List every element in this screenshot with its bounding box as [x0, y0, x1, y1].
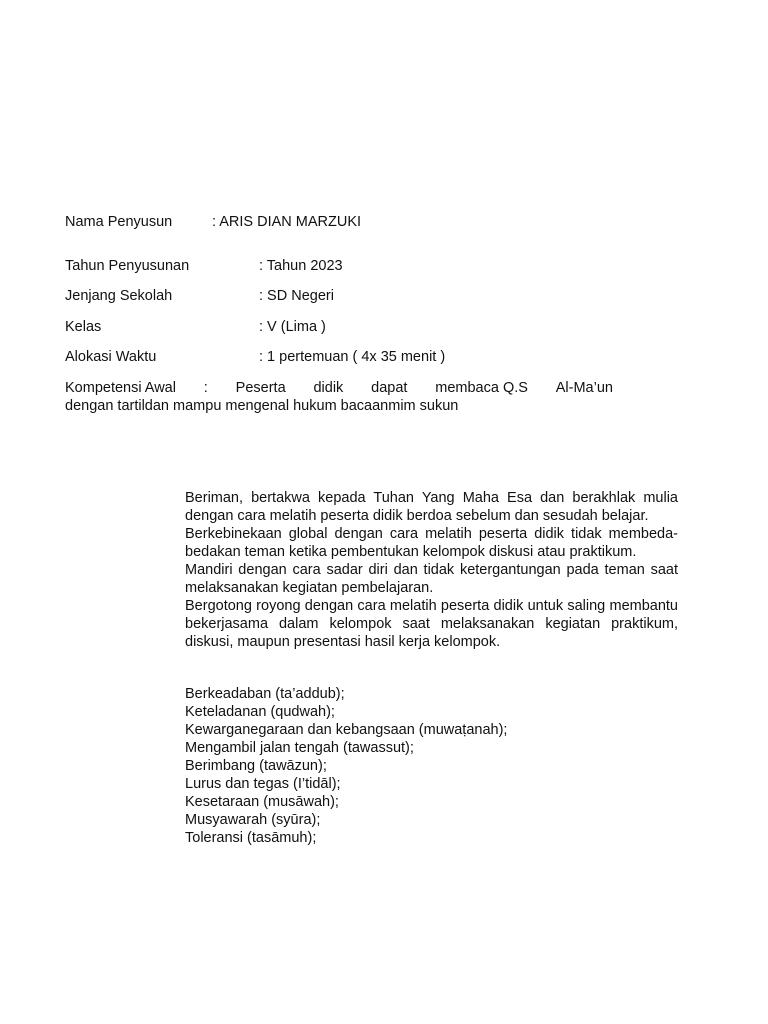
list-item: Mengambil jalan tengah (tawassut);	[185, 740, 414, 756]
label-jenjang-sekolah: Jenjang Sekolah	[65, 288, 173, 304]
kompetensi-awal	[65, 379, 613, 415]
list-item: Berkeadaban (ta’addub);	[185, 686, 345, 702]
paragraph-berkebinekaan: Berkebinekaan global dengan cara melatih peserta didik tidak membeda-bedakan teman ketika pembentukan kelompok diskusi atau praktikum.	[185, 526, 678, 560]
value-alokasi-waktu: : 1 pertemuan ( 4x 35 menit )	[259, 349, 446, 365]
kompetensi-line-2: dengan tartildan mampu mengenal hukum bacaanmim sukun	[65, 398, 459, 414]
paragraph-beriman: Beriman, bertakwa kepada Tuhan Yang Maha Esa dan berakhlak mulia dengan cara melatih peserta didik berdoa sebelum dan sesudah belajar.	[185, 490, 678, 524]
kompetensi-word: membaca Q.S	[435, 380, 528, 396]
label-nama-penyusun: Nama Penyusun	[65, 214, 173, 230]
label-kelas: Kelas	[65, 319, 102, 335]
kompetensi-word: didik	[313, 380, 344, 396]
value-jenjang-sekolah: : SD Negeri	[259, 288, 334, 304]
list-item: Lurus dan tegas (I’tidāl);	[185, 776, 341, 792]
list-item: Toleransi (tasāmuh);	[185, 830, 317, 846]
paragraph-bergotong-royong: Bergotong royong dengan cara melatih peserta didik untuk saling membantu bekerjasama dalam kelompok saat melaksanakan kegiatan praktikum, diskusi, maupun presentasi hasil kerja kelompok.	[185, 598, 678, 650]
kompetensi-word: Peserta	[235, 380, 286, 396]
kompetensi-colon: :	[203, 380, 208, 396]
list-item: Kesetaraan (musāwah);	[185, 794, 339, 810]
kompetensi-line-1	[65, 379, 613, 397]
kompetensi-word: dapat	[371, 380, 408, 396]
profil-pelajar-paragraphs	[185, 489, 678, 651]
kompetensi-label: Kompetensi Awal	[65, 380, 176, 396]
value-kelas: : V (Lima )	[259, 319, 326, 335]
label-tahun-penyusunan: Tahun Penyusunan	[65, 258, 190, 274]
list-item: Musyawarah (syūra);	[185, 812, 321, 828]
kompetensi-word: Al-Ma’un	[555, 380, 613, 396]
list-item: Keteladanan (qudwah);	[185, 704, 335, 720]
paragraph-mandiri: Mandiri dengan cara sadar diri dan tidak ketergantungan pada teman saat melaksanakan kegiatan pembelajaran.	[185, 562, 678, 596]
values-list	[185, 685, 507, 847]
list-item: Kewarganegaraan dan kebangsaan (muwaṭanah);	[185, 722, 508, 738]
list-item: Berimbang (tawāzun);	[185, 758, 327, 774]
value-tahun-penyusunan: : Tahun 2023	[259, 258, 343, 274]
value-nama-penyusun: : ARIS DIAN MARZUKI	[212, 214, 362, 230]
label-alokasi-waktu: Alokasi Waktu	[65, 349, 157, 365]
